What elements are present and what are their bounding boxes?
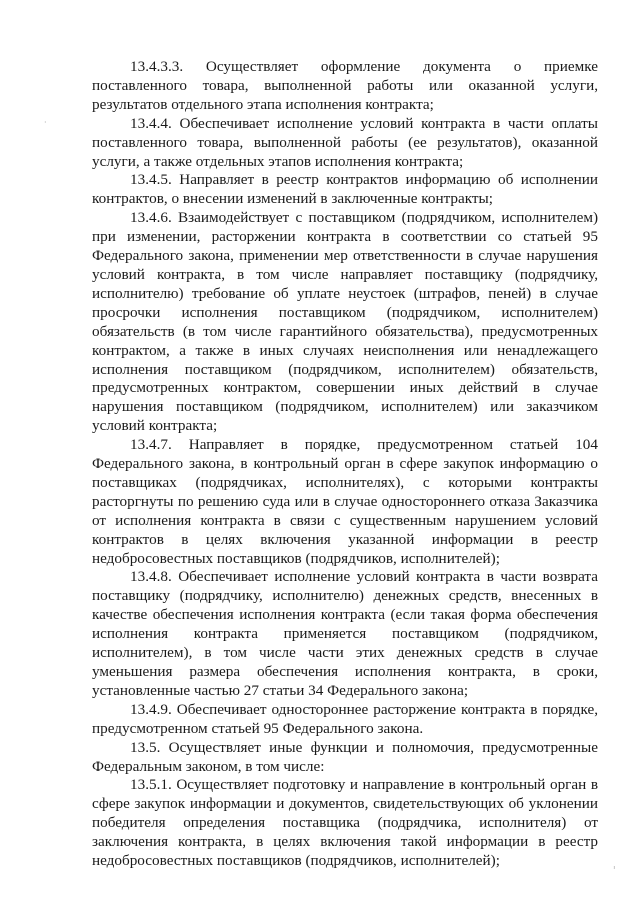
- paragraph-13-4-7: 13.4.7. Направляет в порядке, предусмотренном статьей 104 Федерального закона, в контрольный орган в сфере закупок информацию о поставщиках (подрядчиках, исполнителях), с которыми контракты расторгнуты по решению суда или в случае одностороннего отказа Заказчика от исполнения контракта в связи с существенным нарушением условий контрактов в целях включения указанной информации в реестр недобросовестных поставщиков (подрядчиков, исполнителей);: [92, 436, 598, 567]
- paragraph-13-5-1: 13.5.1. Осуществляет подготовку и направление в контрольный орган в сфере закупок информации и документов, свидетельствующих об уклонении победителя определения поставщика (подрядчика, исполнителя) от заключения контракта, в целях включения такой информации в реестр недобросовестных поставщиков (подрядчиков, исполнителей);: [92, 776, 598, 870]
- paragraph-13-4-4: 13.4.4. Обеспечивает исполнение условий контракта в части оплаты поставленного товара, выполненной работы (ее результатов), оказанной услуги, а также отдельных этапов исполнения контракта;: [92, 114, 598, 170]
- paragraph-13-4-9: 13.4.9. Обеспечивает одностороннее расторжение контракта в порядке, предусмотренном статьей 95 Федерального закона.: [92, 700, 598, 737]
- paragraph-13-4-5: 13.4.5. Направляет в реестр контрактов информацию об исполнении контрактов, о внесении изменений в заключенные контракты;: [92, 171, 598, 208]
- document-page: [92, 58, 598, 871]
- paragraph-13-4-3-3: 13.4.3.3. Осуществляет оформление документа о приемке поставленного товара, выполненной работы или оказанной услуги, результатов отдельного этапа исполнения контракта;: [92, 58, 598, 113]
- paragraph-13-4-6: 13.4.6. Взаимодействует с поставщиком (подрядчиком, исполнителем) при изменении, расторжении контракта в соответствии со статьей 95 Федерального закона, применении мер ответственности в случае нарушения условий контракта, в том числе направляет поставщику (подрядчику, исполнителю) требование об уплате неустоек (штрафов, пеней) в случае просрочки исполнения поставщиком (подрядчиком, исполнителем) обязательств (в том числе гарантийного обязательства), предусмотренных контрактом, а также в иных случаях неисполнения или ненадлежащего исполнения поставщиком (подрядчиком, исполнителем) обязательств, предусмотренных контрактом, совершении иных действий в случае нарушения поставщиком (подрядчиком, исполнителем) или заказчиком условий контракта;: [92, 209, 598, 435]
- scan-speck-left: ·: [44, 118, 47, 127]
- paragraph-13-4-8: 13.4.8. Обеспечивает исполнение условий контракта в части возврата поставщику (подрядчику, исполнителю) денежных средств, внесенных в качестве обеспечения исполнения контракта (если такая форма обеспечения исполнения контракта применяется поставщиком (подрядчиком, исполнителем), в том числе части этих денежных средств в случае уменьшения размера обеспечения исполнения контракта, в сроки, установленные частью 27 статьи 34 Федерального закона;: [92, 568, 598, 699]
- paragraph-13-5: 13.5. Осуществляет иные функции и полномочия, предусмотренные Федеральным законом, в том числе:: [92, 738, 598, 775]
- scan-speck-bottom-right: ⸯ: [612, 867, 617, 876]
